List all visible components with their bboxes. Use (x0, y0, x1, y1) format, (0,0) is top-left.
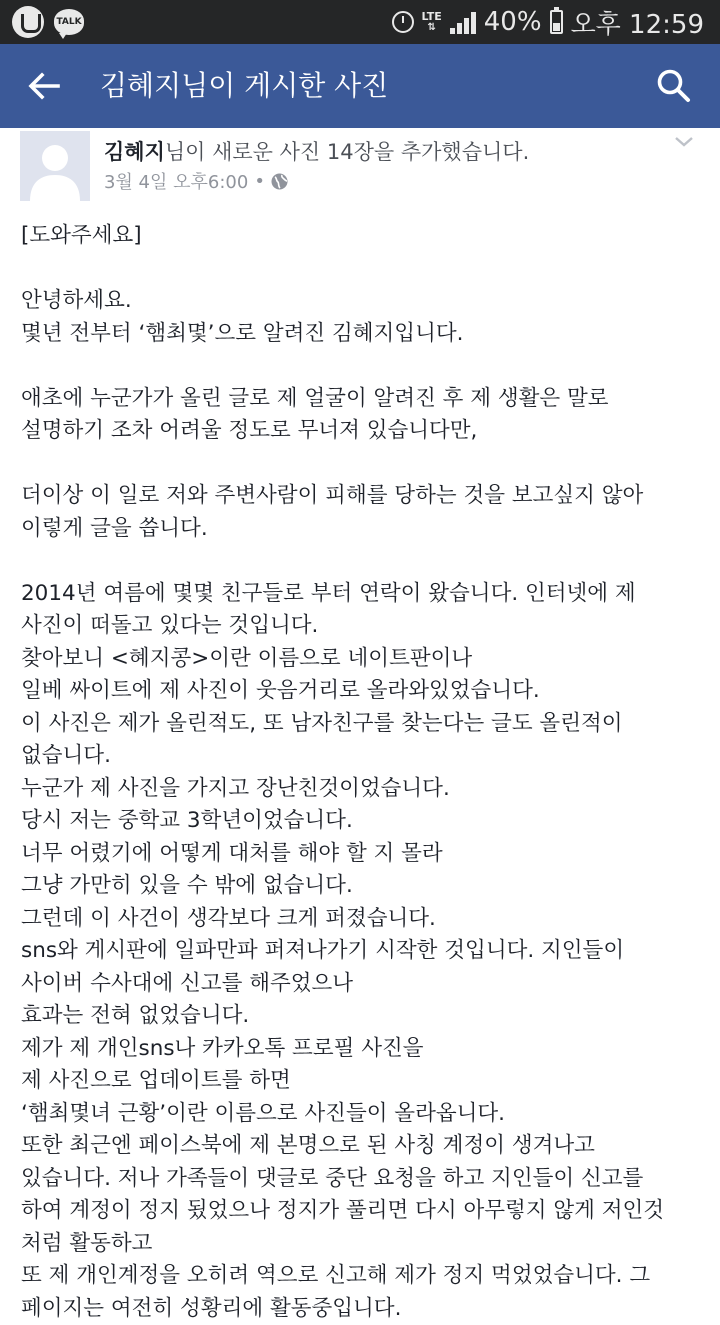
post-text-line: 2014년 여름에 몇몇 친구들로 부터 연락이 왔습니다. 인터넷에 제 (21, 578, 711, 611)
avatar[interactable] (20, 131, 90, 201)
search-icon (652, 64, 696, 108)
post-text-line: 제가 제 개인sns나 카카오톡 프로필 사진을 (21, 1033, 711, 1066)
post-text-line: [도와주세요] (21, 220, 711, 253)
post-text-line: 이 사진은 제가 올린적도, 또 남자친구를 찾는다는 글도 올린적이 (21, 708, 711, 741)
battery-icon (550, 10, 563, 34)
post-text-line: 설명하기 조차 어려울 정도로 무너져 있습니다만, (21, 415, 711, 448)
default-profile-icon (20, 131, 90, 201)
post-text-line: 제 사진으로 업데이트를 하면 (21, 1065, 711, 1098)
post-text-line: sns와 게시판에 일파만파 퍼져나가기 시작한 것입니다. 지인들이 (21, 935, 711, 968)
post-text-line: 애초에 누군가가 올린 글로 제 얼굴이 알려진 후 제 생활은 말로 (21, 383, 711, 416)
meta-separator: • (254, 171, 265, 192)
post-text-line: 있습니다. 저나 가족들이 댓글로 중단 요청을 하고 지인들이 신고를 (21, 1163, 711, 1196)
status-bar (0, 0, 720, 44)
post-text-line: 없습니다. (21, 740, 711, 773)
network-label: LTE (422, 11, 442, 22)
clock: 오후 12:59 (571, 4, 704, 41)
post-text-line: 당시 저는 중학교 3학년이었습니다. (21, 805, 711, 838)
post-text-line: 몇년 전부터 ‘햄최몇’으로 알려진 김혜지입니다. (21, 318, 711, 351)
post-text-line: 사이버 수사대에 신고를 해주었으나 (21, 968, 711, 1001)
post-text-line: 찾아보니 <혜지콩>이란 이름으로 네이트판이나 (21, 643, 711, 676)
post-header (0, 128, 720, 212)
post-text-line: 하여 계정이 정지 됬었으나 정지가 풀리면 다시 아무렇지 않게 저인것 (21, 1195, 711, 1228)
post-text-line: ‘햄최몇녀 근황’이란 이름으로 사진들이 올라옵니다. (21, 1098, 711, 1131)
post-text-line: 페이지는 여전히 성황리에 활동중입니다. (21, 1293, 711, 1325)
post-text-line: 너무 어렸기에 어떻게 대처를 해야 할 지 몰라 (21, 838, 711, 871)
post-author-line (104, 136, 529, 166)
paragraph-gap (21, 545, 711, 578)
signal-icon (450, 10, 476, 34)
post-text-line: 처럼 활동하고 (21, 1228, 711, 1261)
paragraph-gap (21, 448, 711, 481)
post-body (21, 220, 711, 1325)
data-arrows-icon: ⇅ (427, 22, 435, 33)
search-button[interactable] (652, 64, 696, 108)
post-text-line: 그런데 이 사건이 생각보다 크게 퍼졌습니다. (21, 903, 711, 936)
battery-percent: 40% (484, 7, 542, 37)
paragraph-gap (21, 253, 711, 286)
chevron-down-icon (672, 134, 696, 150)
system-status (392, 0, 704, 44)
back-button[interactable] (22, 64, 66, 108)
post-timestamp[interactable]: 3월 4일 오후6:00 (104, 168, 248, 194)
globe-icon (271, 173, 288, 190)
post-text-line: 안녕하세요. (21, 285, 711, 318)
post-text-line: 누군가 제 사진을 가지고 장난친것이었습니다. (21, 773, 711, 806)
kakaotalk-icon (54, 9, 84, 35)
post-options-button[interactable] (672, 134, 696, 150)
talk-label: TALK (56, 17, 81, 27)
post-text-line: 효과는 전혀 없었습니다. (21, 1000, 711, 1033)
app-bar (0, 44, 720, 128)
page-title: 김혜지님이 게시한 사진 (100, 44, 388, 128)
post-text-line: 또 제 개인계정을 오히려 역으로 신고해 제가 정지 먹었었습니다. 그 (21, 1260, 711, 1293)
paragraph-gap (21, 350, 711, 383)
post-action-text: 님이 새로운 사진 14장을 추가했습니다. (165, 140, 529, 164)
post-text-line: 더이상 이 일로 저와 주변사람이 피해를 당하는 것을 보고싶지 않아 (21, 480, 711, 513)
back-arrow-icon (22, 64, 66, 108)
lte-indicator (422, 11, 442, 33)
post-text-line: 또한 최근엔 페이스북에 제 본명으로 된 사칭 계정이 생겨나고 (21, 1130, 711, 1163)
post-text-line: 이렇게 글을 씁니다. (21, 513, 711, 546)
app-notification-icon (12, 6, 44, 38)
notification-icons (12, 6, 84, 38)
post-text-line: 사진이 떠돌고 있다는 것입니다. (21, 610, 711, 643)
post-text-line: 그냥 가만히 있을 수 밖에 없습니다. (21, 870, 711, 903)
post-meta (104, 168, 288, 194)
post-text-line: 일베 싸이트에 제 사진이 웃음거리로 올라와있었습니다. (21, 675, 711, 708)
alarm-icon (392, 11, 414, 33)
author-name[interactable]: 김혜지 (104, 140, 165, 164)
